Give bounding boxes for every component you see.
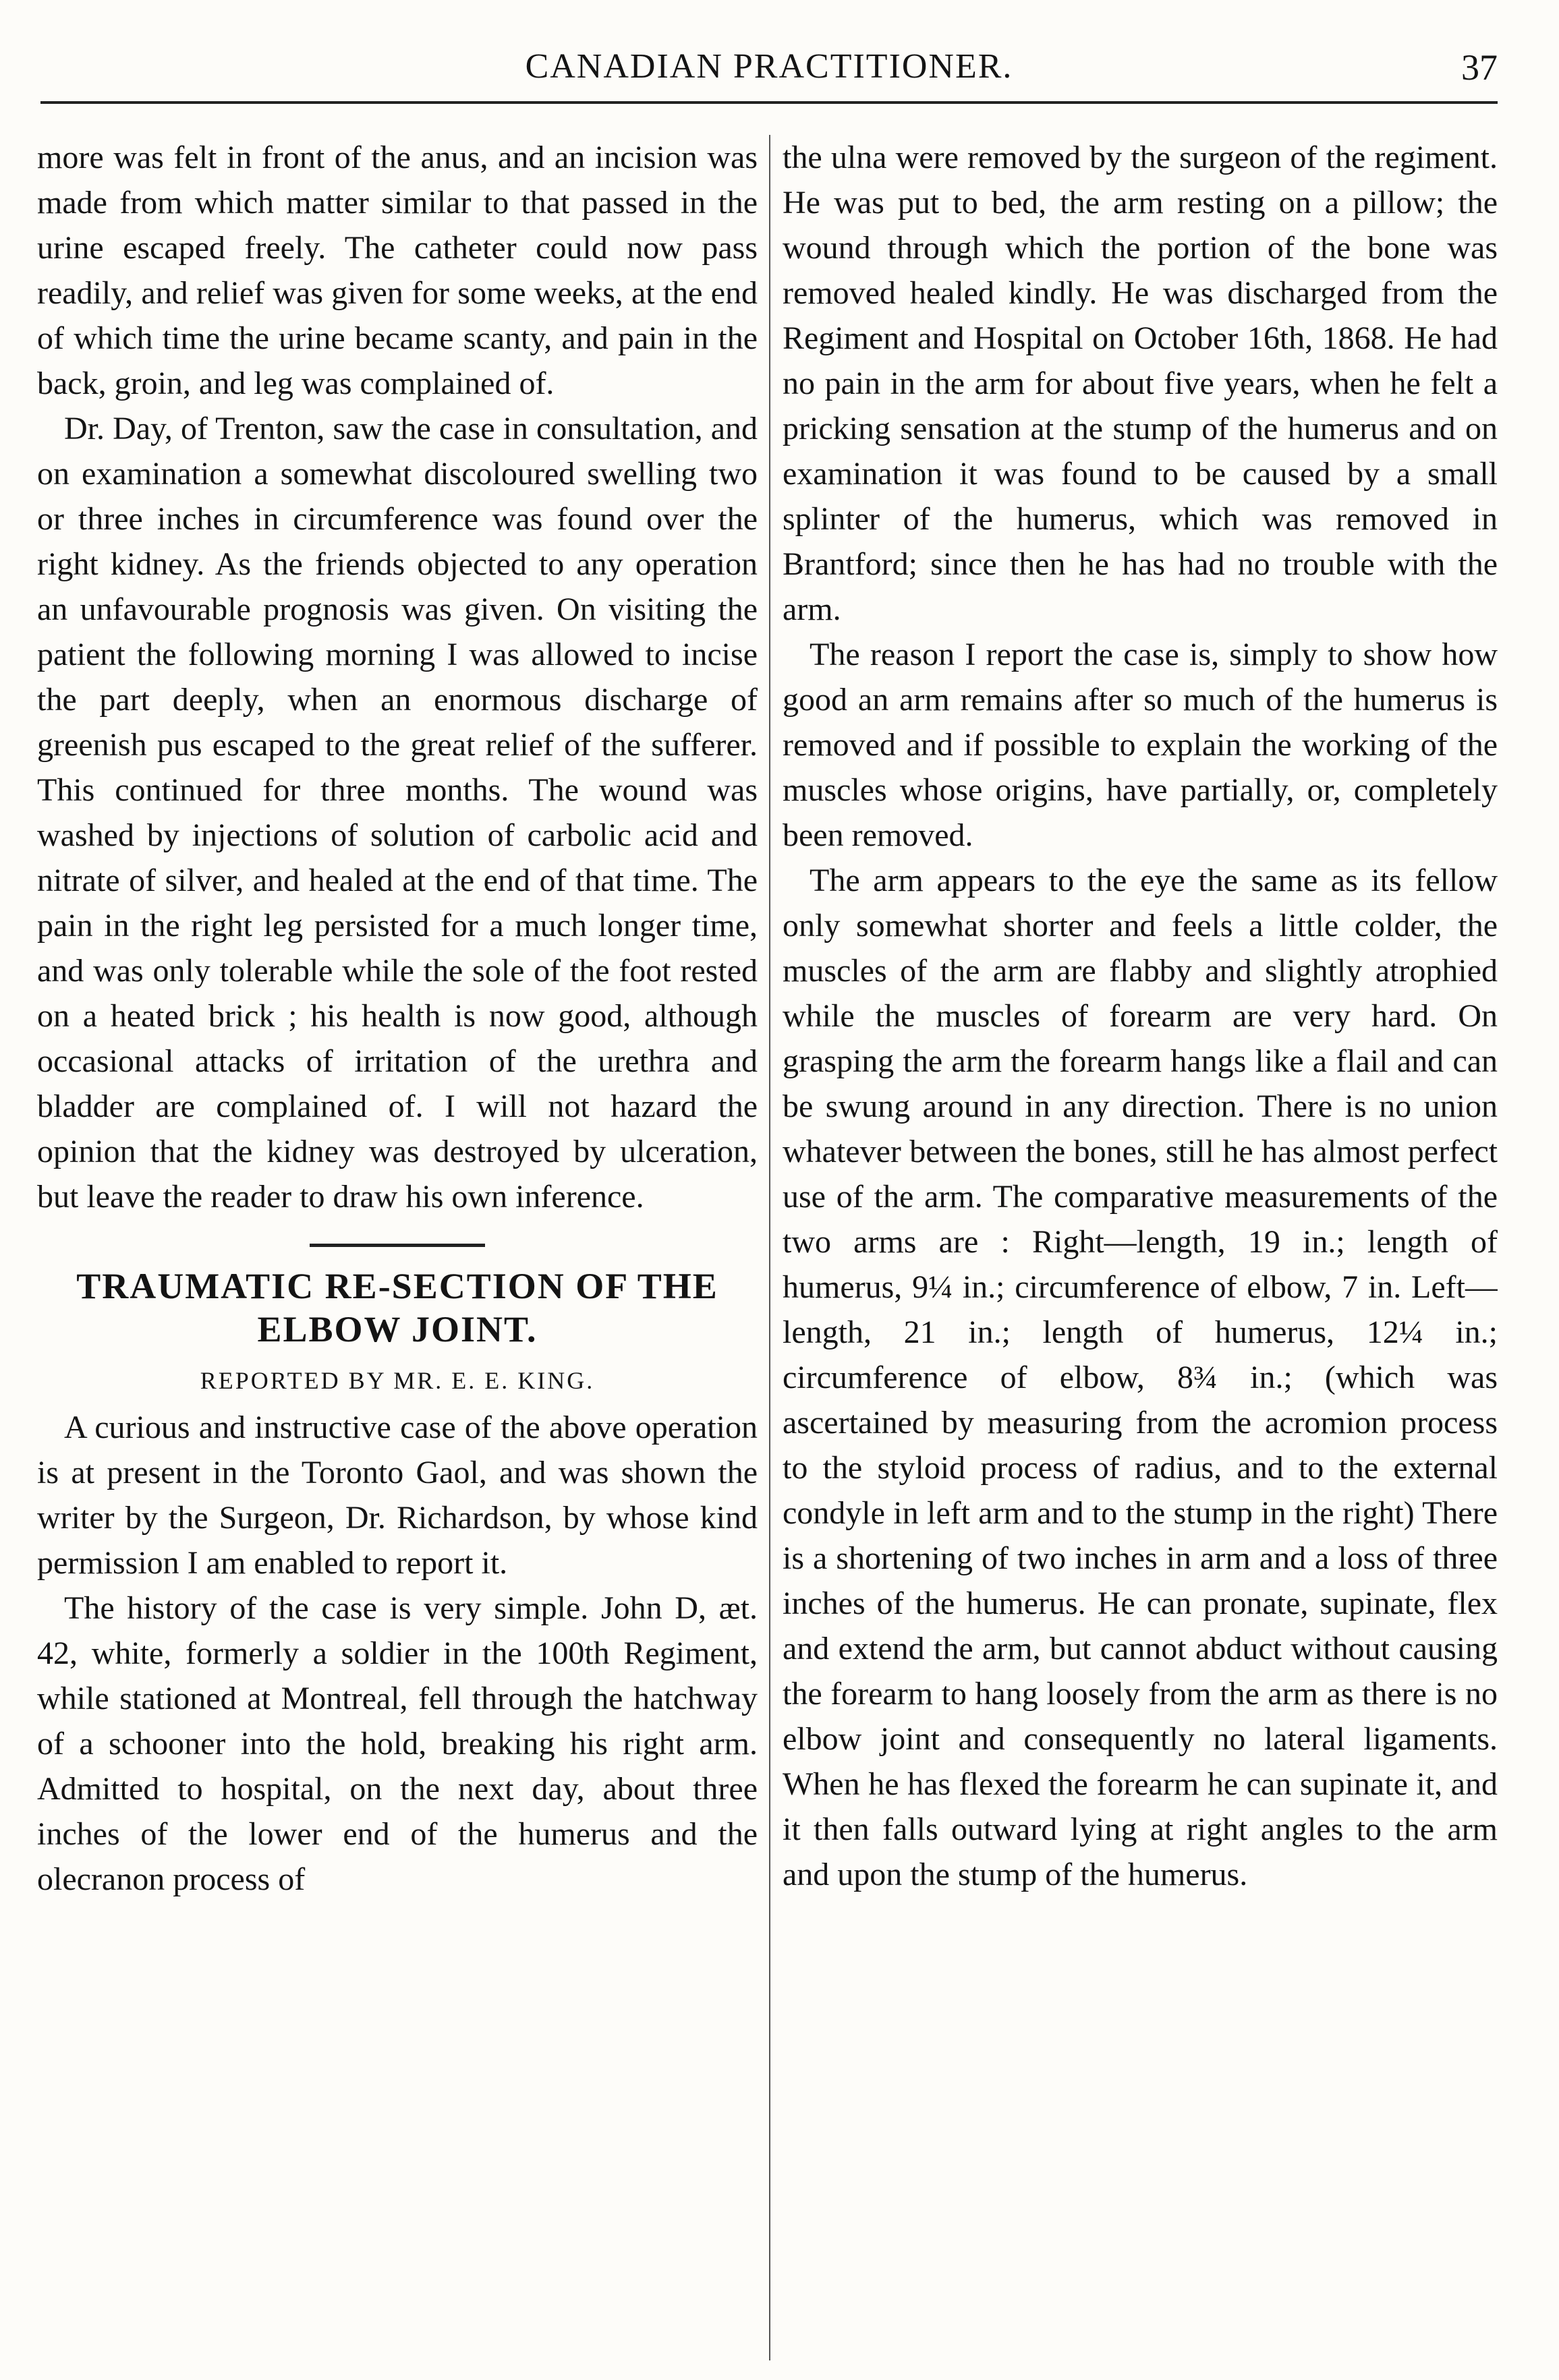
paragraph-intro: A curious and instructive case of the above operation is at present in the Toronto Gaol, and was shown the writer by the Surgeon, Dr. Richardson, by whose kind permission I am enabled to report it. — [37, 1410, 758, 1581]
paragraph-findings: The arm appears to the eye the same as its fellow only somewhat shorter and feels a little colder, the muscles of the arm are flabby and slightly atrophied while the muscles of forearm are very hard. On grasping the arm the forearm hangs like a flail and can be swung around in any direction. There is no union whatever between the bones, still he has almost perfect use of the arm. The comparative measurements of the two arms are : Right—length, 19 in.; length of humerus, 9¼ in.; circumference of elbow, 7 in. Left—length, 21 in.; length of humerus, 12¼ in.; circumference of elbow, 8¾ in.; (which was ascertained by measuring from the acromion process to the styloid process of radius, and to the external condyle in left arm and to the stump in the right) There is a shortening of two inches in arm and a loss of three inches of the humerus. He can pronate, supinate, flex and extend the arm, but cannot abduct without causing the forearm to hang loosely from the arm as there is no elbow joint and consequently no lateral ligaments. When he has flexed the forearm he can supinate it, and it then falls outward lying at right angles to the arm and upon the stump of the humerus. — [783, 863, 1498, 1892]
section-divider — [310, 1244, 485, 1247]
header-rule — [40, 101, 1498, 104]
paragraph-reason: The reason I report the case is, simply to show how good an arm remains after so much of the humerus is removed and if possible to explain the working of the muscles whose origins, have partially, or, completely been removed. — [783, 637, 1498, 853]
article-byline: REPORTED BY MR. E. E. KING. — [200, 1367, 595, 1394]
paragraph-continued: more was felt in front of the anus, and an incision was made from which matter similar to that passed in the urine escaped freely. The catheter could now pass readily, and relief was given for some weeks, at the end of which time the urine became scanty, and pain in the back, groin, and leg was complained of. — [37, 140, 758, 401]
page-number: 37 — [1461, 47, 1498, 88]
paragraph-surgery: the ulna were removed by the surgeon of the regiment. He was put to bed, the arm resting on a pillow; the wound through which the portion of the bone was removed healed kindly. He was discharged from the Regiment and Hospital on October 16th, 1868. He had no pain in the arm for about five years, when he felt a pricking sensation at the stump of the humerus and on examination it was found to be caused by a small splinter of the humerus, which was removed in Brantford; since then he has had no trouble with the arm. — [783, 140, 1498, 627]
article-title-line-1: TRAUMATIC RE-SECTION OF THE — [76, 1266, 718, 1306]
running-title: CANADIAN PRACTITIONER. — [525, 47, 1013, 86]
paragraph-history: The history of the case is very simple. John D, æt. 42, white, formerly a soldier in the 100th Regiment, while stationed at Montreal, fell through the hatchway of a schooner into the hold, breaking his right arm. Admitted to hospital, on the next day, about three inches of the lower end of the humerus and the olecranon process of — [37, 1590, 758, 1897]
paragraph-dr-day: Dr. Day, of Trenton, saw the case in consultation, and on examination a somewhat discoloured swelling two or three inches in circumference was found over the right kidney. As the friends objected to any operation an unfavourable prognosis was given. On visiting the patient the following morning I was allowed to incise the part deeply, when an enormous discharge of greenish pus escaped to the great relief of the sufferer. This continued for three months. The wound was washed by injections of solution of carbolic acid and nitrate of silver, and healed at the end of that time. The pain in the right leg persisted for a much longer time, and was only tolerable while the sole of the foot rested on a heated brick ; his health is now good, although occasional attacks of irritation of the urethra and bladder are complained of. I will not hazard the opinion that the kidney was destroyed by ulceration, but leave the reader to draw his own inference. — [37, 411, 758, 1215]
column-divider — [769, 135, 770, 2360]
left-column — [37, 135, 758, 2360]
page-header — [40, 37, 1498, 98]
article-title — [37, 1260, 758, 1351]
right-column — [783, 135, 1498, 2360]
article-title-line-2: ELBOW JOINT. — [257, 1309, 538, 1349]
